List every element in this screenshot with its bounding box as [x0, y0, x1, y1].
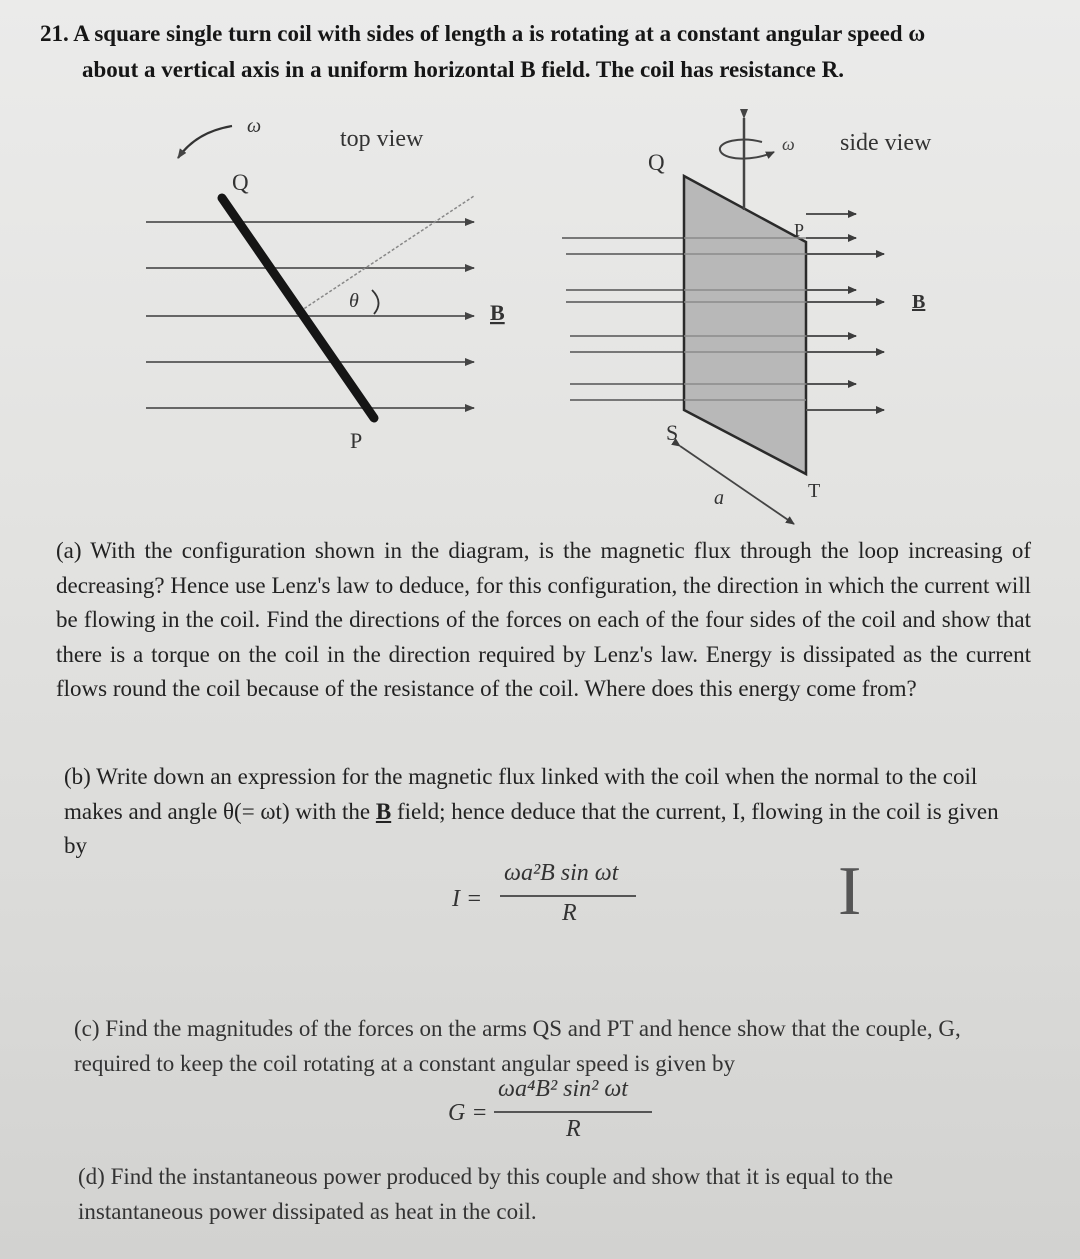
- text-cursor-icon: I: [838, 853, 862, 930]
- question-number: 21.: [40, 21, 69, 46]
- top-view-field-lines: [146, 222, 474, 408]
- side-rotation-arrow-icon: [720, 140, 774, 159]
- side-Q: Q: [648, 150, 665, 175]
- rotation-arrow-icon: [178, 126, 232, 158]
- current-denominator: R: [562, 900, 577, 926]
- current-numerator: ωa²B sin ωt: [504, 860, 619, 886]
- side-T: T: [808, 480, 821, 502]
- top-P: P: [350, 428, 363, 453]
- side-omega: ω: [782, 134, 795, 154]
- coil-plate: [684, 176, 806, 474]
- coil-diagram: [0, 0, 1080, 540]
- normal-line: [296, 196, 474, 314]
- couple-numerator: ωa⁴B² sin² ωt: [498, 1076, 628, 1102]
- part-c-text: (c) Find the magnitudes of the forces on the arms QS and PT and hence show that the couple, G, required to keep the coil rotating at a constant angular speed is given by: [74, 1016, 961, 1076]
- side-a: a: [714, 487, 724, 509]
- question-line-1: A square single turn coil with sides of length a is rotating at a constant angular speed ω: [73, 21, 926, 46]
- top-omega: ω: [247, 115, 262, 137]
- couple-lhs: G =: [448, 1100, 488, 1126]
- part-d-text: (d) Find the instantaneous power produced by this couple and show that it is equal to the instantaneous power dissipated as heat in the coil.: [78, 1164, 894, 1224]
- part-b-before: (b) Write down an expression for the magnetic flux linked with the coil when the normal to the coil makes and angle θ(= ωt) with the: [64, 764, 978, 824]
- current-lhs: I =: [452, 886, 483, 912]
- side-view: [562, 118, 932, 524]
- couple-fraction-bar: [494, 1111, 652, 1113]
- couple-denominator: R: [566, 1116, 581, 1142]
- side-view-label: side view: [840, 130, 932, 156]
- question-line-2: about a vertical axis in a uniform horizontal B field. The coil has resistance R.: [82, 57, 844, 82]
- current-fraction-bar: [500, 895, 636, 897]
- theta-label: θ: [349, 290, 359, 312]
- side-B: B: [912, 291, 926, 313]
- part-b-B-vector: B: [375, 798, 392, 824]
- part-b-after: field; hence deduce that the current, I, flowing in the coil is given by: [64, 798, 999, 858]
- top-B: B: [490, 300, 505, 325]
- top-Q: Q: [232, 170, 249, 195]
- part-b-text: [64, 760, 1014, 864]
- part-a-text: (a) With the configuration shown in the diagram, is the magnetic flux through the loop increasing of decreasing? Hence use Lenz's law to deduce, for this configuration, the direction in which the current will be flowing in the coil. Find the directions of the forces on each of the four sides of the coil and show that there is a torque on the coil in the direction required by Lenz's law. Energy is dissipated as the current flows round the coil because of the resistance of the coil. Where does this energy come from?: [56, 538, 1031, 701]
- theta-arc: [372, 290, 379, 314]
- side-P: P: [794, 220, 805, 240]
- side-S: S: [666, 420, 679, 445]
- side-view-field-lines-left: [562, 238, 684, 400]
- side-view-field-lines-right: [806, 214, 884, 410]
- top-view-label: top view: [340, 126, 424, 152]
- top-view: [146, 115, 505, 453]
